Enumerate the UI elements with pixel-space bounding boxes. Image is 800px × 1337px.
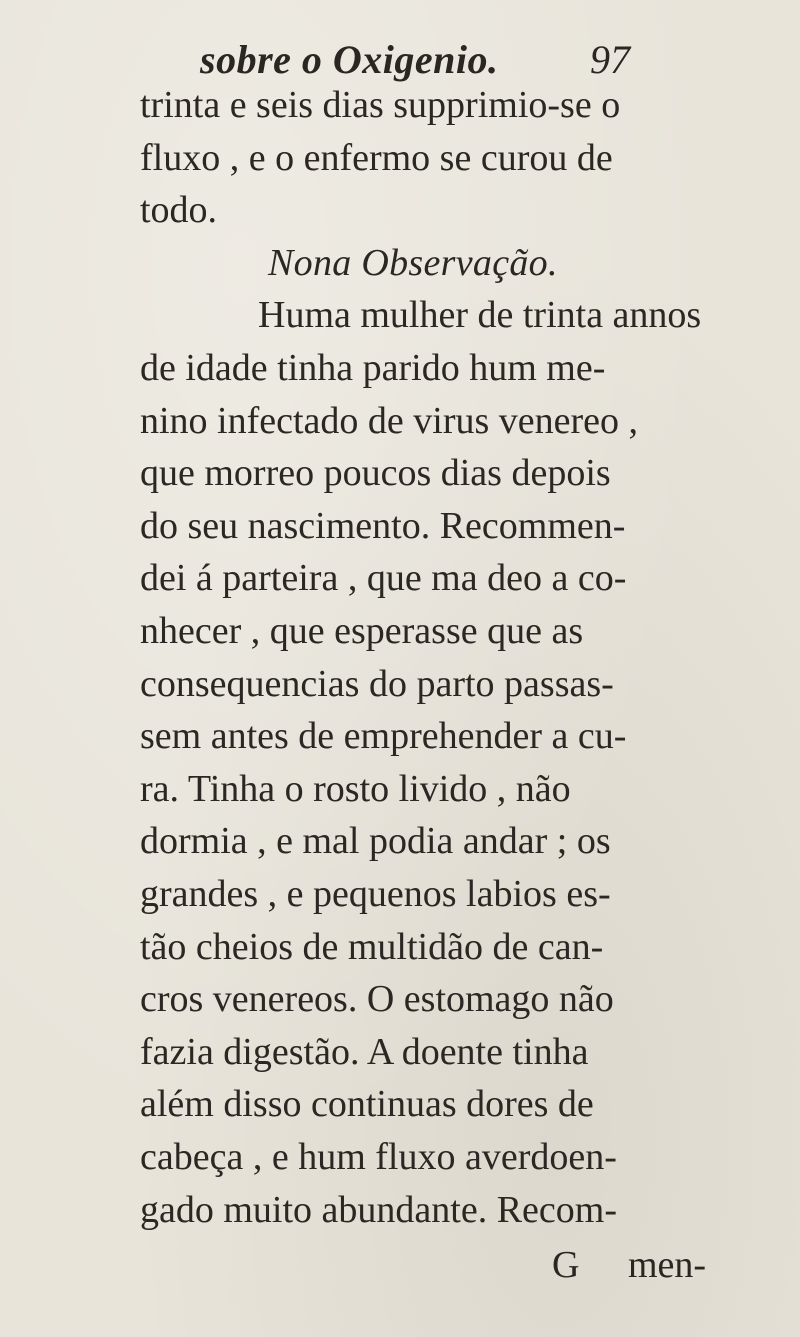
page-header bbox=[0, 36, 800, 86]
text-line-8: que morreo poucos dias depois bbox=[140, 452, 611, 495]
text-line-5: Huma mulher de trinta annos bbox=[258, 294, 702, 337]
text-line-19: fazia digestão. A doente tinha bbox=[140, 1030, 589, 1073]
page-footer bbox=[0, 1243, 800, 1293]
text-line-21: cabeça , e hum fluxo averdoen- bbox=[140, 1136, 617, 1178]
text-line-18: cros venereos. O estomago não bbox=[140, 978, 614, 1021]
section-heading: Nona Observação. bbox=[268, 241, 558, 284]
text-line-6: de idade tinha parido hum me- bbox=[140, 347, 606, 389]
text-line-11: nhecer , que esperasse que as bbox=[140, 610, 584, 652]
text-line-3: todo. bbox=[140, 189, 218, 232]
text-line-15: dormia , e mal podia andar ; os bbox=[140, 820, 611, 863]
text-line-10: dei á parteira , que ma deo a co- bbox=[140, 557, 627, 600]
text-line-1: trinta e seis dias supprimio-se o bbox=[140, 84, 621, 126]
page-number: 97 bbox=[590, 37, 630, 82]
text-line-16: grandes , e pequenos labios es- bbox=[140, 873, 611, 915]
text-line-17: tão cheios de multidão de can- bbox=[140, 925, 604, 968]
text-line-14: ra. Tinha o rosto livido , não bbox=[140, 767, 571, 810]
text-line-12: consequencias do parto passas- bbox=[140, 662, 614, 705]
text-line-20: além disso continuas dores de bbox=[140, 1083, 594, 1126]
text-line-9: do seu nascimento. Recommen- bbox=[140, 504, 626, 547]
text-line-7: nino infectado de virus venereo , bbox=[140, 399, 639, 442]
catchword: men- bbox=[628, 1244, 707, 1287]
text-line-13: sem antes de emprehender a cu- bbox=[140, 715, 627, 758]
text-line-2: fluxo , e o enfermo se curou de bbox=[140, 136, 613, 179]
signature-mark: G bbox=[552, 1244, 580, 1287]
text-line-22: gado muito abundante. Recom- bbox=[140, 1188, 617, 1231]
running-title: sobre o Oxigenio. bbox=[200, 37, 499, 82]
